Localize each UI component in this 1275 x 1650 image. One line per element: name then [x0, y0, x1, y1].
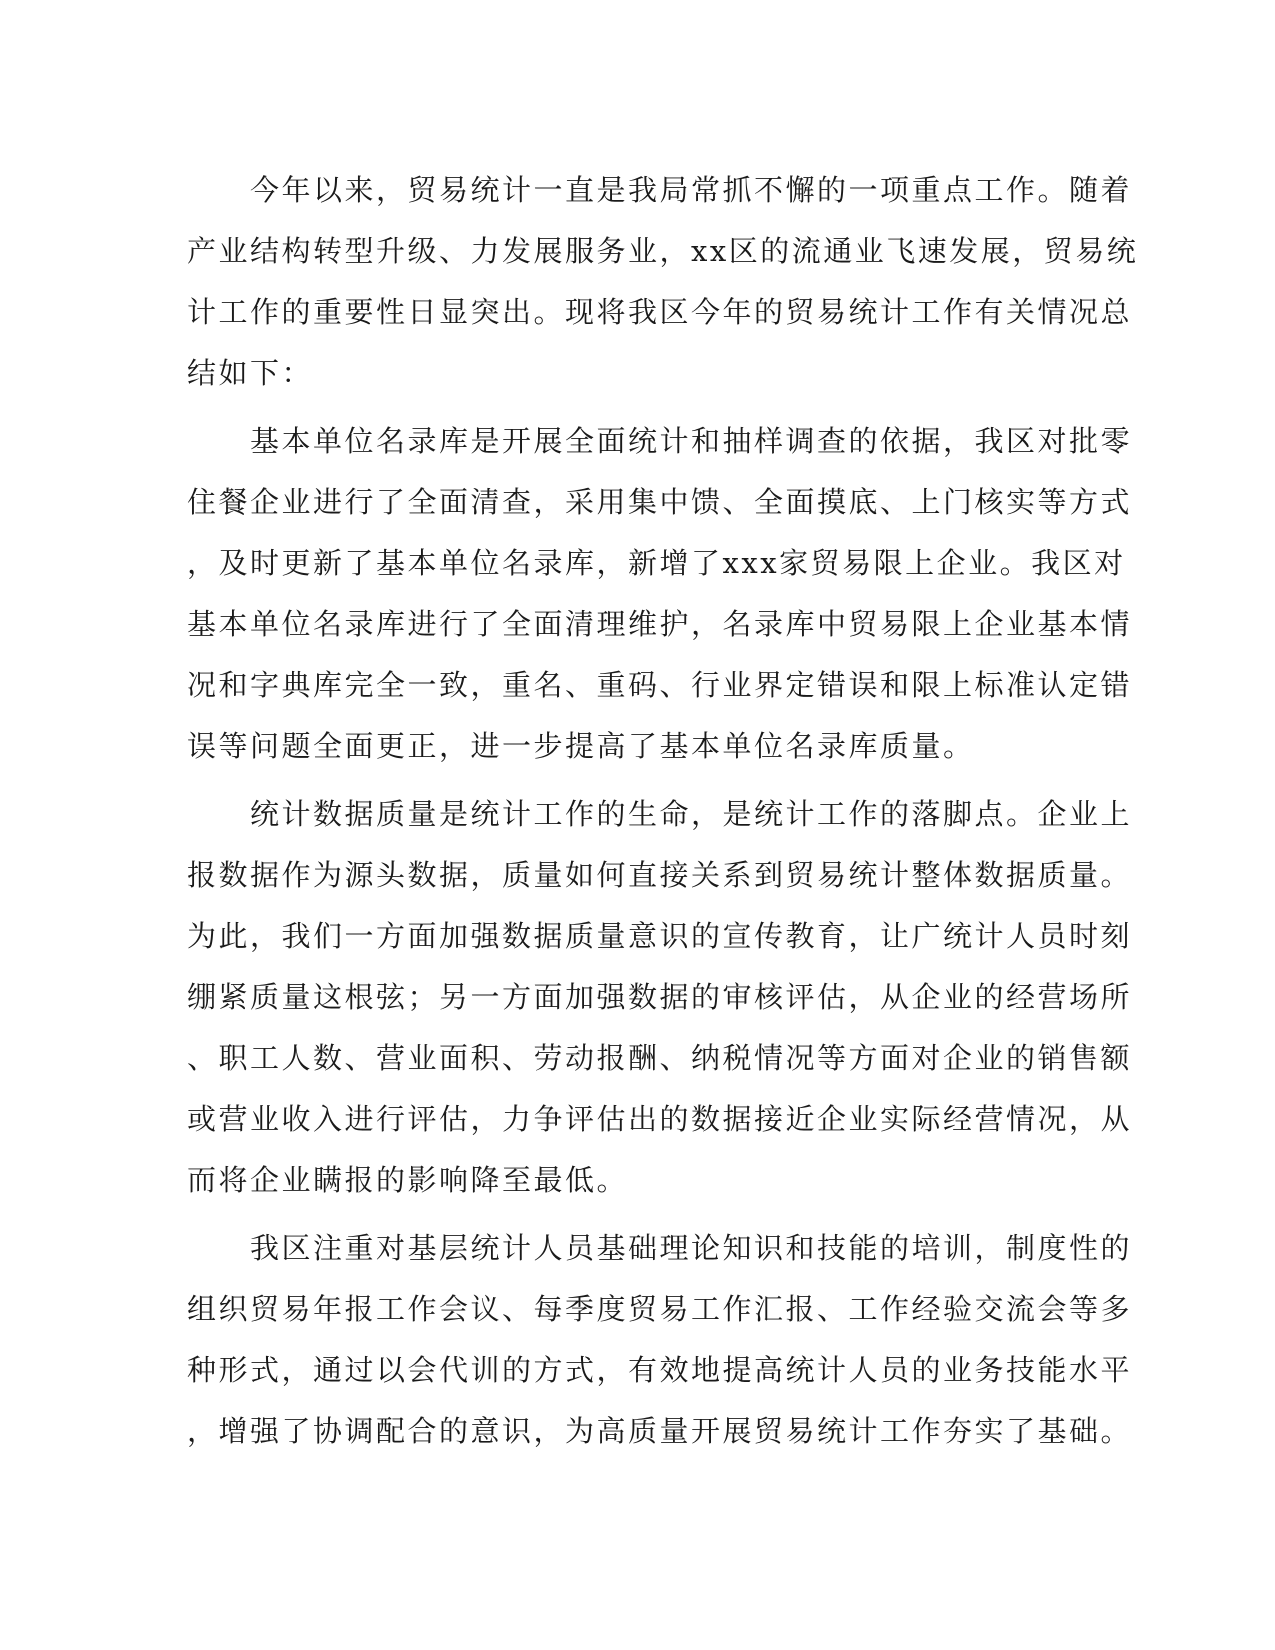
text-line: 绷紧质量这根弦；另一方面加强数据的审核评估，从企业的经营场所 [187, 980, 1133, 1014]
text-line: 报数据作为源头数据，质量如何直接关系到贸易统计整体数据质量。 [187, 858, 1133, 892]
paragraph-3 [187, 784, 1133, 1211]
document-body [187, 160, 1139, 1462]
text-line: 今年以来，贸易统计一直是我局常抓不懈的一项重点工作。随着 [187, 173, 1133, 207]
paragraph-1 [187, 160, 1139, 404]
text-line: 计工作的重要性日显突出。现将我区今年的贸易统计工作有关情况总 [187, 295, 1133, 329]
text-line: 为此，我们一方面加强数据质量意识的宣传教育，让广统计人员时刻 [187, 919, 1133, 953]
text-line: ，及时更新了基本单位名录库，新增了xxx家贸易限上企业。我区对 [187, 546, 1126, 580]
paragraph-2 [187, 411, 1133, 777]
paragraph-4 [187, 1218, 1133, 1462]
text-line: 结如下： [187, 356, 314, 390]
text-line: 而将企业瞒报的影响降至最低。 [187, 1163, 629, 1197]
text-line: 组织贸易年报工作会议、每季度贸易工作汇报、工作经验交流会等多 [187, 1292, 1133, 1326]
text-line: 或营业收入进行评估，力争评估出的数据接近企业实际经营情况，从 [187, 1102, 1133, 1136]
text-line: 住餐企业进行了全面清查，采用集中馈、全面摸底、上门核实等方式 [187, 485, 1133, 519]
text-line: 我区注重对基层统计人员基础理论知识和技能的培训，制度性的 [187, 1231, 1133, 1265]
text-line: 基本单位名录库是开展全面统计和抽样调查的依据，我区对批零 [187, 424, 1133, 458]
text-line: 种形式，通过以会代训的方式，有效地提高统计人员的业务技能水平 [187, 1353, 1133, 1387]
text-line: 、职工人数、营业面积、劳动报酬、纳税情况等方面对企业的销售额 [187, 1041, 1133, 1075]
text-line: ，增强了协调配合的意识，为高质量开展贸易统计工作夯实了基础。 [187, 1414, 1133, 1448]
text-line: 基本单位名录库进行了全面清理维护，名录库中贸易限上企业基本情 [187, 607, 1133, 641]
text-line: 统计数据质量是统计工作的生命，是统计工作的落脚点。企业上 [187, 797, 1133, 831]
text-line: 产业结构转型升级、力发展服务业，xx区的流通业飞速发展，贸易统 [187, 234, 1139, 268]
text-line: 误等问题全面更正，进一步提高了基本单位名录库质量。 [187, 729, 975, 763]
text-line: 况和字典库完全一致，重名、重码、行业界定错误和限上标准认定错 [187, 668, 1133, 702]
